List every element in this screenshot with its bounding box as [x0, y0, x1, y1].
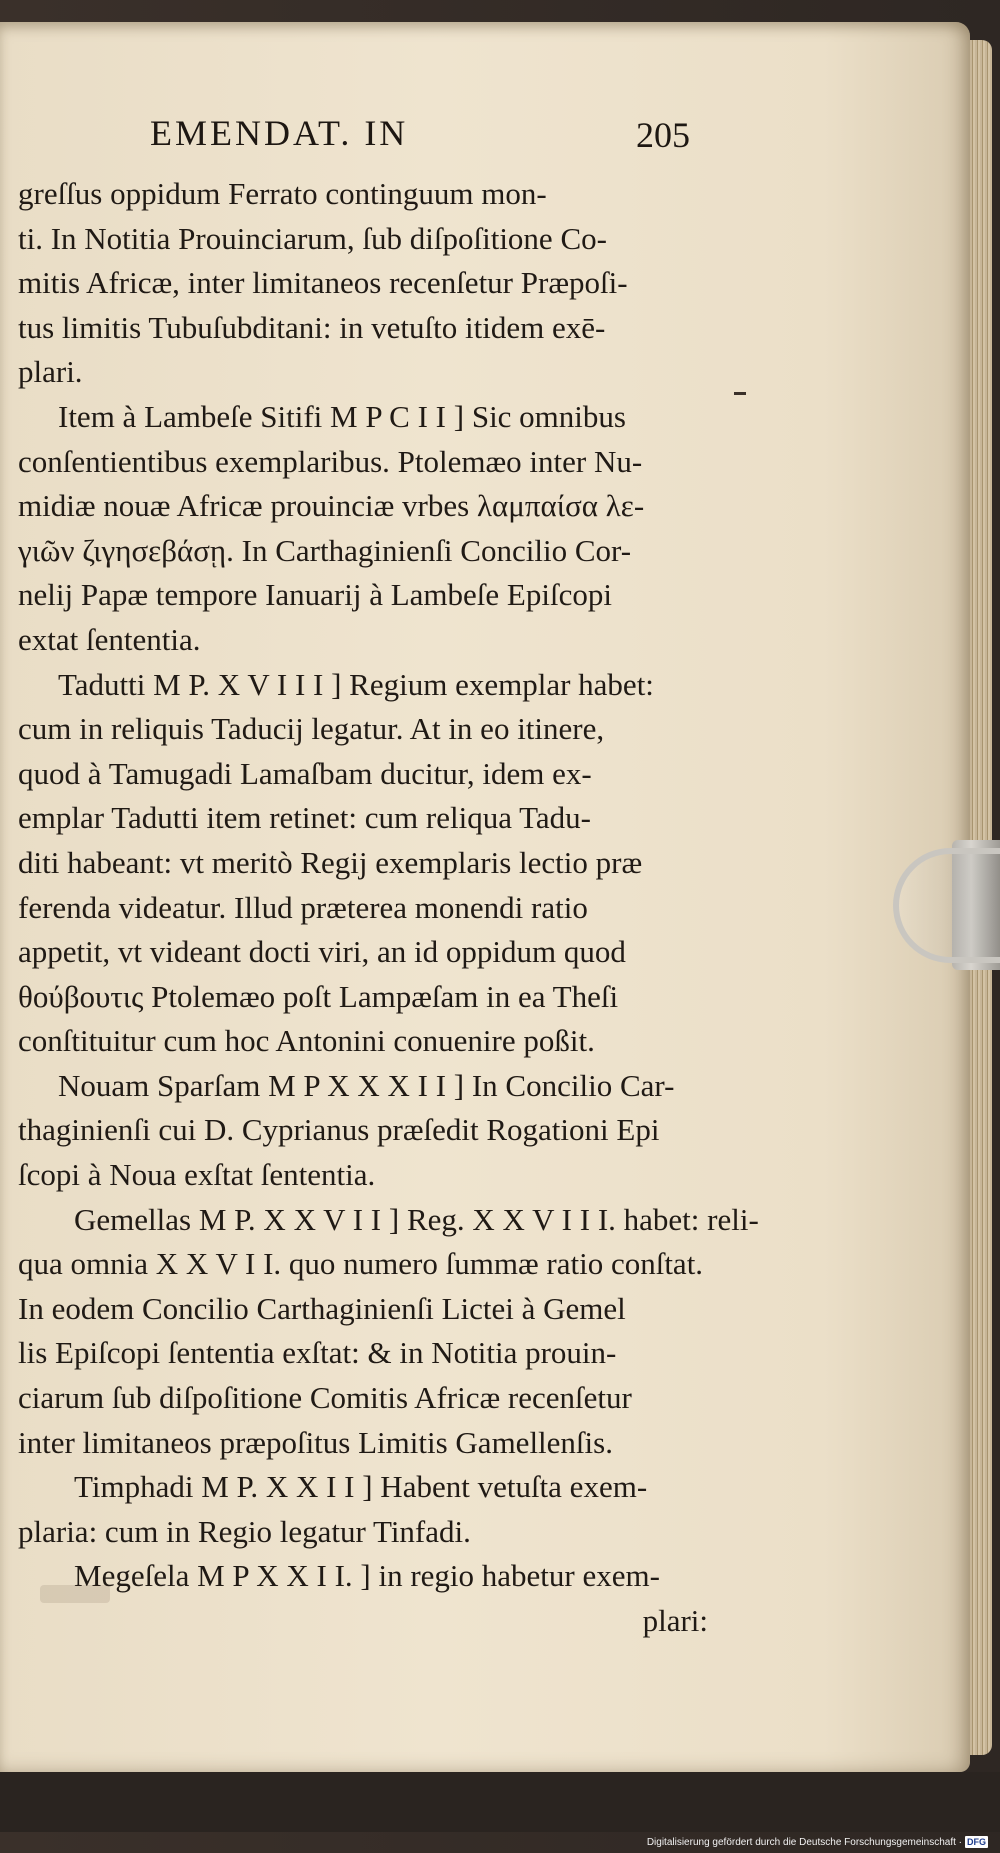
text-line: extat ſententia.	[18, 621, 201, 657]
body-text	[18, 172, 759, 1644]
text-line: greſſus oppidum Ferrato continguum mon-	[18, 176, 547, 211]
text-line: emplar Tadutti item retinet: cum reliqua Tadu-	[18, 800, 592, 836]
text-line: ſcopi à Noua exſtat ſententia.	[18, 1157, 376, 1193]
text-line: nelij Papæ tempore Ianuarij à Lambeſe Epiſcopi	[18, 577, 612, 613]
text-line: appetit, vt videant docti viri, an id oppidum quod	[18, 934, 626, 970]
text-line: conſentientibus exemplaribus. Ptolemæo inter Nu-	[18, 443, 643, 479]
running-head: EMENDAT. IN	[150, 113, 409, 153]
text-line: qua omnia X X V I I. quo numero ſummæ ratio conſtat.	[18, 1246, 704, 1282]
text-line: diti habeant: vt meritò Regij exemplaris lectio præ	[18, 844, 643, 880]
dfg-logo-badge: DFG	[967, 1837, 986, 1847]
text-line: In eodem Concilio Carthaginienſi Lictei à Gemel	[18, 1290, 626, 1326]
text-line: Tadutti M P. X V I I I ] Regium exemplar habet:	[58, 666, 654, 702]
page-number: 205	[636, 115, 690, 155]
text-line: ti. In Notitia Prouinciarum, ſub diſpoſitione Co-	[18, 220, 607, 256]
credit-text: Digitalisierung gefördert durch die Deutsche Forschungsgemeinschaft ·	[646, 1837, 962, 1848]
text-line: Item à Lambeſe Sitifi M P C I I ] Sic omnibus	[58, 398, 626, 434]
text-line: Gemellas M P. X X V I I ] Reg. X X V I I I. habet: reli-	[74, 1201, 759, 1237]
text-line: midiæ nouæ Africæ prouinciæ vrbes λαμπαίσα λε-	[18, 488, 645, 524]
text-line: Nouam Sparſam M P X X X I I ] In Concilio Car-	[58, 1067, 675, 1103]
text-line: mitis Africæ, inter limitaneos recenſetur Præpoſi-	[18, 265, 628, 301]
text-line: ferenda videatur. Illud præterea monendi ratio	[18, 889, 588, 925]
ink-smudge	[40, 1585, 110, 1603]
text-line: γιῶν ζιγησεβάσῃ. In Carthaginienſi Concilio Cor-	[18, 532, 632, 568]
text-line: Timphadi M P. X X I I ] Habent vetuſta exem-	[74, 1469, 648, 1505]
text-line: Megeſela M P X X I I. ] in regio habetur exem-	[74, 1558, 660, 1594]
text-line: θούβουτις Ptolemæo poſt Lampæſam in ea Theſi	[18, 978, 619, 1014]
text-line: thaginienſi cui D. Cyprianus præſedit Rogationi Epi	[18, 1112, 660, 1148]
text-line: cum in reliquis Taducij legatur. At in eo itinere,	[18, 711, 605, 747]
text-line: plari.	[18, 354, 83, 390]
text-line: tus limitis Tubuſubditani: in vetuſto itidem exē-	[18, 309, 606, 345]
stray-ink-mark	[734, 392, 746, 395]
text-line: inter limitaneos præpoſitus Limitis Gamellenſis.	[18, 1424, 613, 1460]
text-line: conſtituitur cum hoc Antonini conuenire poßit.	[18, 1023, 595, 1059]
page-clip-loop	[893, 848, 1000, 963]
digitization-credit	[608, 1836, 988, 1852]
text-line: quod à Tamugadi Lamaſbam ducitur, idem ex-	[18, 755, 592, 791]
text-line: lis Epiſcopi ſententia exſtat: & in Notitia prouin-	[18, 1335, 617, 1371]
scan-bottom-band	[0, 1772, 1000, 1832]
text-line: ciarum ſub diſpoſitione Comitis Africæ recenſetur	[18, 1380, 632, 1416]
text-line: plaria: cum in Regio legatur Tinfadi.	[18, 1513, 471, 1549]
catchword: plari:	[642, 1603, 708, 1638]
